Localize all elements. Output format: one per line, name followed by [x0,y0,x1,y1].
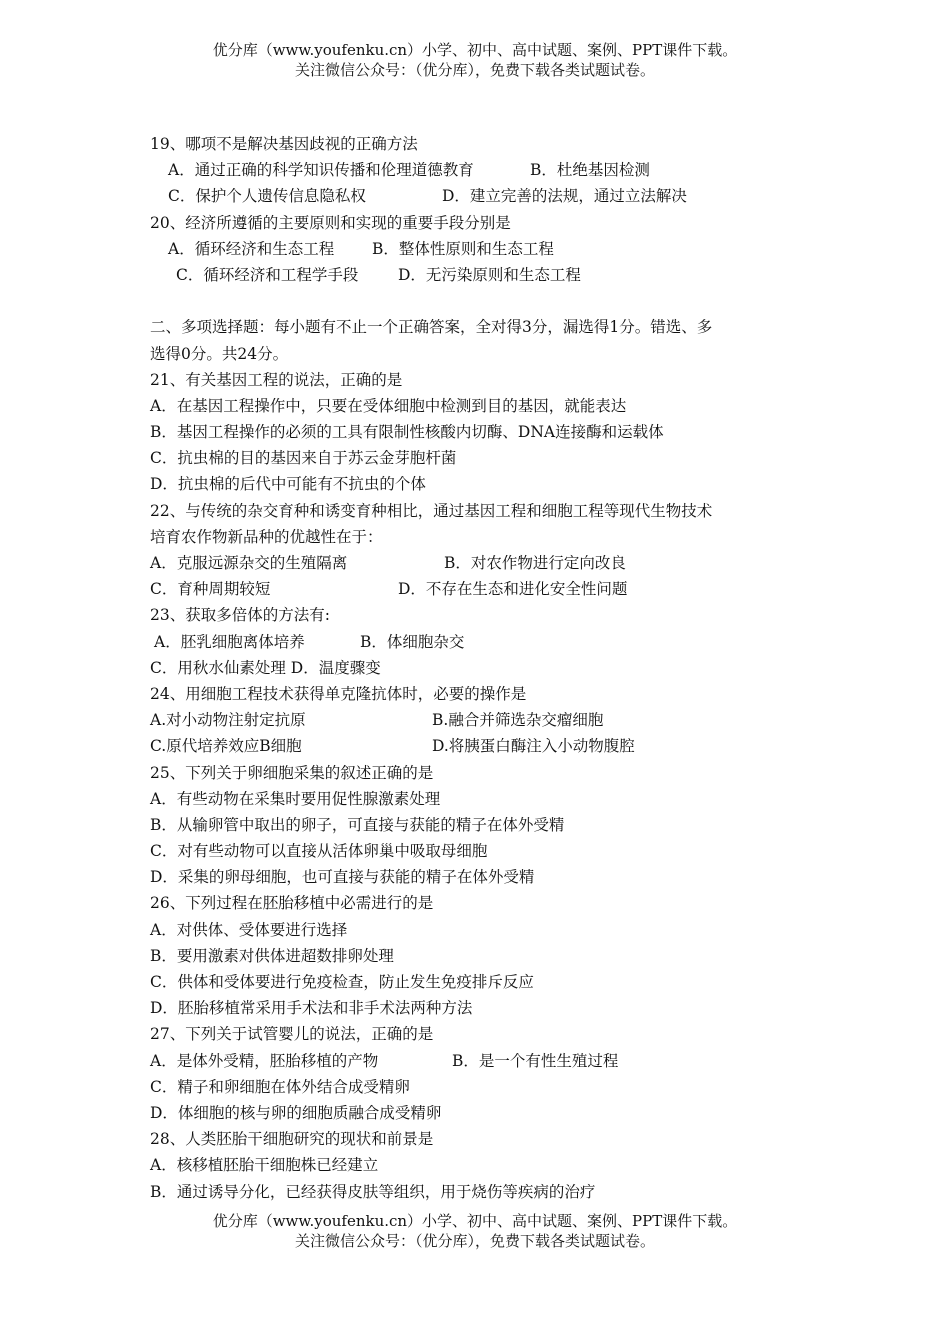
q25-option-d: D．采集的卵母细胞，也可直接与获能的精子在体外受精 [150,868,535,887]
q23-option-a: A．胚乳细胞离体培养 [154,632,305,651]
q19-row1 [150,157,810,183]
q27-option-b: B．是一个有性生殖过程 [452,1051,619,1070]
q26-option-d: D．胚胎移植常采用手术法和非手术法两种方法 [150,999,473,1018]
q25-option-b: B．从输卵管中取出的卵子，可直接与获能的精子在体外受精 [150,815,565,834]
q23-option-cd: C．用秋水仙素处理 D．温度骤变 [150,658,381,677]
q21-option-b: B．基因工程操作的必须的工具有限制性核酸内切酶、DNA连接酶和运载体 [150,423,664,442]
q26-option-a: A．对供体、受体要进行选择 [150,920,348,939]
q23-row1 [150,629,810,655]
q23-stem: 23、获取多倍体的方法有: [150,606,330,625]
q24-option-b: B.融合并筛选杂交瘤细胞 [432,711,604,730]
page-footer [0,1211,950,1251]
section2-heading-1: 二、多项选择题：每小题有不止一个正确答案，全对得3分，漏选得1分。错选、多 [150,318,713,337]
q24-row1 [150,707,810,733]
q24-stem: 24、用细胞工程技术获得单克隆抗体时，必要的操作是 [150,684,527,703]
q24-option-a: A.对小动物注射定抗原 [150,711,306,730]
q27-option-a: A．是体外受精，胚胎移植的产物 [150,1051,379,1070]
q22-option-b: B．对农作物进行定向改良 [444,554,626,572]
q19-row2 [150,183,810,209]
q22-option-a: A．克服远源杂交的生殖隔离 [150,554,348,572]
q25-option-c: C．对有些动物可以直接从活体卵巢中吸取母细胞 [150,842,488,861]
q24-option-c: C.原代培养效应B细胞 [150,737,302,756]
page-header [0,40,950,80]
q22-stem-2: 培育农作物新品种的优越性在于： [150,527,383,546]
q20-option-a: A．循环经济和生态工程 [168,239,335,258]
q24-option-d: D.将胰蛋白酶注入小动物腹腔 [432,737,635,756]
q19-option-c: C．保护个人遗传信息隐私权 [168,187,366,206]
q20-stem: 20、经济所遵循的主要原则和实现的重要手段分别是 [150,213,511,232]
q21-stem: 21、有关基因工程的说法，正确的是 [150,370,403,389]
q21-option-c: C．抗虫棉的目的基因来自于苏云金芽胞杆菌 [150,449,457,468]
footer-line-2: 关注微信公众号：（优分库），免费下载各类试题试卷。 [294,1232,655,1250]
q26-option-c: C．供体和受体要进行免疫检查，防止发生免疫排斥反应 [150,973,534,991]
q22-option-c: C．育种周期较短 [150,580,271,599]
q20-option-d: D．无污染原则和生态工程 [398,265,581,284]
q28-option-b: B．通过诱导分化，已经获得皮肤等组织，用于烧伤等疾病的治疗 [150,1182,596,1201]
blank-line [150,288,810,314]
q19-option-d: D．建立完善的法规，通过立法解决 [442,187,687,206]
q20-row1 [150,236,810,262]
q24-row2 [150,733,810,759]
q22-stem-1: 22、与传统的杂交育种和诱变育种相比，通过基因工程和细胞工程等现代生物技术 [150,501,713,520]
q25-option-a: A．有些动物在采集时要用促性腺激素处理 [150,789,441,808]
q21-option-d: D．抗虫棉的后代中可能有不抗虫的个体 [150,475,426,494]
q26-stem: 26、下列过程在胚胎移植中必需进行的是 [150,894,434,913]
q26-option-b: B．要用激素对供体进超数排卵处理 [150,946,394,965]
q19-option-a: A．通过正确的科学知识传播和伦理道德教育 [168,161,474,180]
q19-stem: 19、哪项不是解决基因歧视的正确方法 [150,135,418,153]
q22-row2 [150,576,810,602]
q20-option-c: C．循环经济和工程学手段 [176,265,359,284]
q22-row1 [150,550,810,576]
q20-option-b: B．整体性原则和生态工程 [372,239,554,258]
header-line-1: 优分库（www.youfenku.cn）小学、初中、高中试题、案例、PPT课件下载。 [212,41,738,59]
q28-stem: 28、人类胚胎干细胞研究的现状和前景是 [150,1130,434,1149]
q19-option-b: B．杜绝基因检测 [530,161,650,180]
q22-option-d: D．不存在生态和进化安全性问题 [398,580,628,599]
q20-row2 [150,262,810,288]
q25-stem: 25、下列关于卵细胞采集的叙述正确的是 [150,763,434,782]
header-line-2: 关注微信公众号：（优分库），免费下载各类试题试卷。 [294,61,655,79]
footer-line-1: 优分库（www.youfenku.cn）小学、初中、高中试题、案例、PPT课件下载。 [212,1212,738,1230]
q23-option-b: B．体细胞杂交 [360,632,465,651]
q27-stem: 27、下列关于试管婴儿的说法，正确的是 [150,1025,434,1044]
q28-option-a: A．核移植胚胎干细胞株已经建立 [150,1156,379,1175]
q21-option-a: A．在基因工程操作中，只要在受体细胞中检测到目的基因，就能表达 [150,396,627,415]
q27-row1 [150,1048,810,1074]
q27-option-d: D．体细胞的核与卵的细胞质融合成受精卵 [150,1103,442,1122]
q27-option-c: C．精子和卵细胞在体外结合成受精卵 [150,1077,410,1096]
section2-heading-2: 选得0分。共24分。 [150,344,289,363]
exam-content [150,131,810,1205]
